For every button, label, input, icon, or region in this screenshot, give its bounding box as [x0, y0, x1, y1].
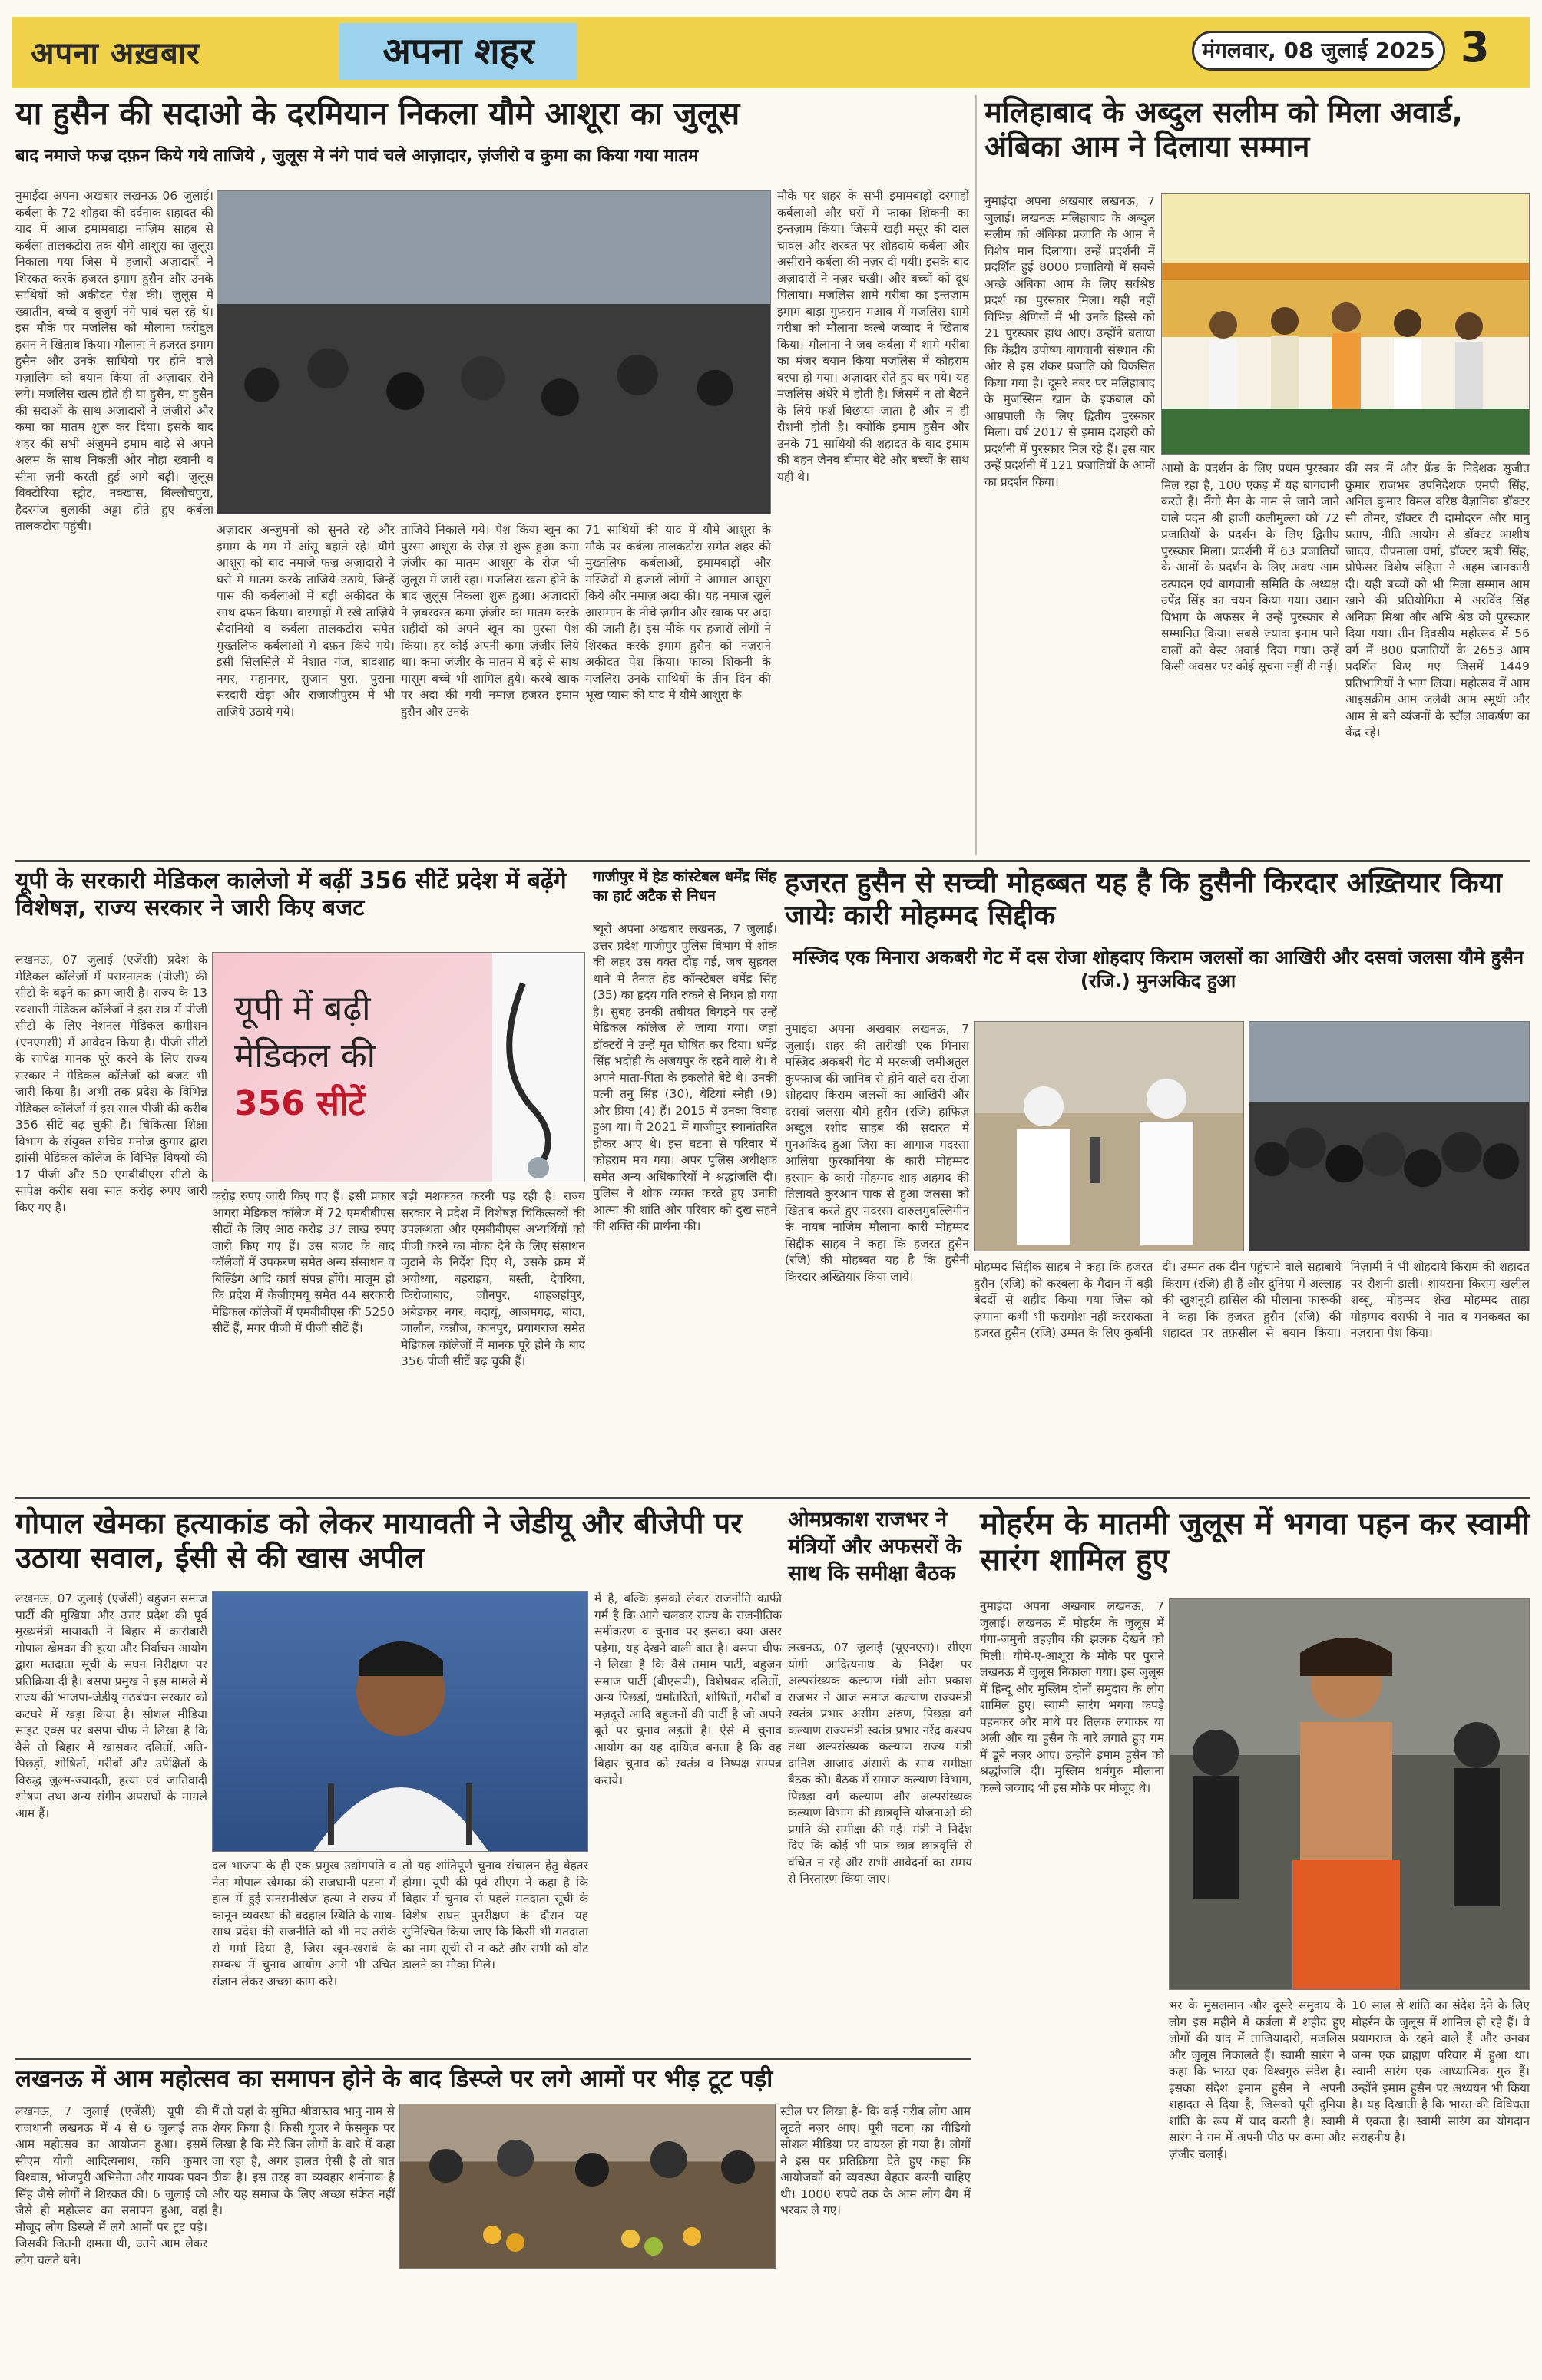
- ghazipur-headline: गाजीपुर में हेड कांस्टेबल धर्मेंद्र सिंह का हार्ट अटैक से निधन: [593, 868, 777, 904]
- section-divider-3: [15, 2058, 971, 2060]
- lead-body-col4: 71 साथियों की याद में यौमे आशूरा के मौके पर कर्बला तालकटोरा समेत शहर की मुख्तलिफ कर्बलाओं, इमामबाड़ों और मस्जिदों में हजारों लोगों ने आमाल आशूरा किये और नमाज़ अदा की। यह नमाज़ खुले आसमान के नीचे ज़मीन और खाक पर अदा की जाती है। इस मौके पर हजारों लोगों ने शिरकत करके इमाम हुसैन को नज़राने अकीदत पेश किया। फाका शिकनी के मजलिस उनके साथियों के तीन दिन की भूख प्यास की याद में यौमे आशूरा के: [585, 523, 771, 702]
- lead-headline: या हुसैन की सदाओ के दरमियान निकला यौमे आशूरा का जुलूस: [15, 95, 740, 132]
- jalsa-speakers-photo: [974, 1021, 1244, 1251]
- lead-body-col5: मौके पर शहर के सभी इमामबाड़ों दरगाहों कर्बलाओं और घरों में फाका शिकनी का इन्तज़ाम किया। जिसमें खड़ी मसूर की दाल चावल और शरबत पर शोहदाये कर्बला और असीराने कर्बला की नज़र दी गयी। इसके बाद अज़ादारों ने नज़र चखी। और बच्चों को दूध पिलाया। मजलिस शामे गरीबा का इन्तज़ाम इमाम बाड़ा गुफ़रान मआब में मजलिस शामे गरीबा को मौलाना कल्बे जव्वाद ने खिताब किया। मौलाना ने जब कर्बला में शामे गरीबा का मंज़र बयान किया मजलिस में कोहराम बरपा हो गया। अज़ादार रोते हुए घर गये। यह मजलिस अंधेरे में होती है। जिसमें न तो बैठने के लिये फर्श बिछाया जाता है और न ही रौशनी होती है। क्योंकि इमाम हुसैन और उनके 71 साथियों की शहादत के बाद इमाम की बहन जैनब बीमार बेटे और बच्चों के साथ यहीं थे।: [777, 189, 969, 484]
- speakers-illustration: [975, 1022, 1244, 1251]
- hussaini-body-col2: मोहम्मद सिद्दीक साहब ने कहा कि हजरत हुसैन (रजि) को करबला के मैदान में बड़ी बेदर्दी से शहीद किया गया जिस को ज़माना कभी भी फरामोश नहीं करसकता हजरत हुसैन (रजि) उम्मत के लिए कुर्बानी दी। उम्मत तक दीन पहुंचाने वाले सहाबाये किराम (रजि) ही हैं और दुनिया में अल्लाह की खुशनूदी हासिल की मौलाना फारूकी ने कहा कि हजरत हुसैन (रजि) की शहादत पर तफ़सील से बयान किया। निज़ामी ने भी शोहदाये किराम की शहादत पर रौशनी डाली। शायराना किराम खलील शब्बू, मोहम्मद शेख मोहम्मद ताहा मोहम्मद वसफी ने नात व मनकबत का नज़राना पेश किया।: [974, 1260, 1530, 1340]
- award-ceremony-photo: [1161, 193, 1530, 455]
- page-number: 3: [1461, 23, 1490, 71]
- mayawati-body-col1: लखनऊ, 07 जुलाई (एजेंसी) बहुजन समाज पार्टी की मुखिया और उत्तर प्रदेश की पूर्व मुख्यमंत्री मायावती ने बिहार में कारोबारी गोपाल खेमका की हत्या और निर्वाचन आयोग द्वारा मतदाता सूची के सघन निरीक्षण पर प्रतिक्रिया दी है। बसपा प्रमुख ने इस मामले में राज्य की भाजपा-जेडीयू गठबंधन सरकार को कटघरे में खड़ा किया है। सोशल मीडिया साइट एक्स पर बसपा चीफ ने लिखा है कि वैसे तो बिहार में खासकर दलितों, अति-पिछड़ों, शोषितों, गरीबों और उपेक्षितों के विरुद्ध ज़ुल्म-ज्यादती, हत्या एवं जातिवादी शोषण तथा अन्य संगीन अपराधों के मामले आम हैं।: [15, 1592, 207, 1820]
- rajbhar-body: लखनऊ, 07 जुलाई (यूएनएस)। सीएम योगी आदित्यनाथ के निर्देश पर अल्पसंख्यक कल्याण मंत्री ओम प्रकाश राजभर ने आज समाज कल्याण राज्यमंत्री स्वतंत्र प्रभार असीम अरुण, पिछड़ा वर्ग कल्याण राज्यमंत्री स्वतंत्र प्रभार नरेंद्र कश्यप तथा अल्पसंख्यक कल्याण राज्य मंत्री दानिश आजाद अंसारी के साथ समीक्षा बैठक की। बैठक में समाज कल्याण विभाग, पिछड़ा वर्ग कल्याण और अल्पसंख्यक कल्याण विभाग की छात्रवृत्ति योजनाओं की प्रगति की समीक्षा की गई। मंत्री ने निर्देश दिए कि कोई भी पात्र छात्र छात्रवृत्ति से वंचित न रहे और सभी आवेदनों का समय से निस्तारण किया जाए।: [788, 1641, 972, 1886]
- lead-body-col3: ताजिये निकाले गये। पेश किया खून का पुरसा आशूरा के रोज़ से शुरू हुआ कमा ज़ंजीर का मातम आशूरा के रोज़ भी जुलूस में जारी रहा। मजलिस खत्म होने के बाद जुलूस निकला शुरू हुआ। अज़ादारों ने ज़बरदस्त कमा ज़ंजीर का मातम करके शहीदों को अपने खून का पुरसा पेश किया। हर कोई अपनी कमा ज़ंजीर लिये था। कमा ज़ंजीर के मातम में बड़े से साथ मासूम बच्चे भी शामिल हुये। करबे खाक पर अदा की गयी नमाज़ हजरत इमाम हुसैन और उनके: [401, 523, 579, 719]
- swami-illustration: [1170, 1599, 1530, 1990]
- award-stage-illustration: [1162, 194, 1530, 455]
- medical-body-col1: लखनऊ, 07 जुलाई (एजेंसी) प्रदेश के मेडिकल कॉलेजों में परास्नातक (पीजी) की सीटों के बढ़ने का क्रम जारी है। राज्य के 13 स्वशासी मेडिकल कॉलेजों ने इस सत्र में पीजी सीटों के लिए नेशनल मेडिकल कमीशन (एनएमसी) में आवेदन किया है। पीजी सीटों के सापेक्ष मानक पूरे करने के लिए राज्य सरकार ने मेडिकल कॉलेजों को बजट भी जारी किया है। अभी तक प्रदेश के विभिन्न मेडिकल कॉलेजों में इस साल पीजी की करीब 356 सीटें बढ़ चुकी हैं। चिकित्सा शिक्षा विभाग के संयुक्त सचिव मनोज कुमार द्वारा झांसी मेडिकल कॉलेज के विभिन्न विषयों की 17 पीजी और 50 एमबीबीएस सीटों के सापेक्ष करीब सवा सात करोड़ रुपए जारी किए गए हैं।: [15, 953, 207, 1215]
- hussaini-headline: हजरत हुसैन से सच्ची मोहब्बत यह है कि हुसैनी किरदार अख़्तियार किया जायेः कारी मोहम्मद सिद्दीक: [785, 868, 1502, 932]
- swami-sarang-photo: [1169, 1598, 1530, 1990]
- graphic-line-2: मेडिकल की: [234, 1036, 376, 1076]
- mayawati-body-col3: तो यह शांतिपूर्ण चुनाव संचालन हेतु बेहतर होगा। यूपी की पूर्व सीएम ने कहा है कि बिहार में चुनाव से पहले मतदाता सूची के विशेष सघन पुनरीक्षण के दौरान यह सुनिश्चित किया जाए कि किसी भी मतदाता का नाम सूची से न कटे और सभी को वोट डालने का मौका मिले।: [402, 1859, 588, 1972]
- graphic-line-1: यूपी में बढ़ी: [234, 989, 371, 1028]
- saffron-headline: मोहर्रम के मातमी जुलूस में भगवा पहन कर स्वामी सारंग शामिल हुए: [980, 1506, 1530, 1578]
- lead-body-col1: नुमाईदा अपना अखबार लखनऊ 06 जुलाई। कर्बला के 72 शोहदा की दर्दनाक शहादत की याद में आज इमामबाड़ा नाज़िम साहब से कर्बला तालकटोरा तक यौमे आशूरा का जुलूस निकाला गया जिस में हजारों अज़ादारों ने शिरकत करके हजरत इमाम हुसैन और उनके साथियों को अकीदत पेश की। जुलूस में ख्वातीन, बच्चे व बुजुर्ग नंगे पावं चल रहे थे। इस मौके पर मजलिस को मौलाना फरीदुल हसन ने खिताब किया। मौलाना ने हजरत इमाम हुसैन और उनके साथियों पर होने वाले मज़ालिम को बयान किया तो अज़ादार रोने लगे। मजलिस खत्म होते ही या हुसैन, या हुसैन की सदाओं के साथ अज़ादारों ने ज़ंजीरों और कमा का मातम शुरू कर दिया। इसके बाद शहर की सभी अंजुमनें इमाम बाड़े से अपने अलम के साथ निकलीं और नौहा ख्वानी व सीना ज़नी करती हुई आगे बढ़ीं। जुलूस विक्टोरिया स्ट्रीट, नक्खास, बिल्लौचपुरा, हैदरगंज बुलाकी अड्डा होते हुए कर्बला तालकटोरा पहुंची।: [15, 189, 213, 533]
- mango-crowd-illustration: [400, 2104, 776, 2269]
- column-rule: [975, 95, 977, 855]
- lead-body-col2: अज़ादार अन्जुमनों को सुनते रहे और इमाम के गम में आंसू बहाते रहे। यौमे आशूरा को बाद नमाजे फज्र अज़ादारों ने घरो में मातम करके ताजिये उठाये, जिन्हें पास की कर्बलाओं में बड़ी अकीदत के साथ दफन किया। बारगाहों में रखे ताज़िये सैदानियों व कर्बला तालकटोरा समेत मुख्तलिफ कर्बलाओं में दफ़न किये गये। इसी सिलसिले में नेशात गंज, बादशाह नगर, महानगर, सुजान पुरा, पुराना सरदारी खेड़ा और राजाजीपुरम में भी ताज़िये उठाये गये।: [217, 523, 395, 719]
- mayawati-press-photo: [212, 1591, 588, 1852]
- award-body-col2: आमों के प्रदर्शन के लिए प्रथम पुरस्कार मिल रहा है, 100 एकड़ में यह बागवानी करते हैं। मैंगो मैन के नाम से जाने जाने वाले पदम श्री हाजी कलीमुल्ला को 72 प्रजातियों के प्रदर्शन के लिए द्वितीय पुरस्कार मिला। प्रदर्शनी में 63 प्रजातियों के आमों के प्रदर्शन के लिए अवध आम उत्पादन एवं बागवानी समिति के अध्यक्ष उपेंद्र सिंह का चयन किया गया। उद्यान विभाग के अफसर ने उन्हें पुरस्कार से सम्मानित किया। सबसे ज्यादा इनाम पाने वालों को बेस्ट अवार्ड दिया गया। उन्हें किसी अवसर पर कोई सूचना नहीं दी गई।: [1161, 461, 1339, 673]
- doctor-stethoscope-icon: [462, 953, 584, 1182]
- medical-headline: यूपी के सरकारी मेडिकल कालेजो में बढ़ीं 356 सीटें प्रदेश में बढ़ेंगे विशेषज्ञ, राज्य सरकार ने जारी किए बजट: [15, 868, 567, 922]
- saffron-body-col3: 10 साल से शांति का संदेश देने के लिए मोहर्रम के जुलूस में शामिल हो रहे हैं। वे प्रयागराज के रहने वाले हैं और उनका जन्म एक ब्राह्मण परिवार में हुआ था। स्वामी सारंग एक आध्यात्मिक गुरु हैं। उन्होंने इमाम हुसैन पर अध्ययन भी किया है। यह दिखाती है कि भारत की विविधता में एकता है। स्वामी सारंग का योगदान सराहनीय है।: [1352, 1998, 1530, 2144]
- saffron-body-col1: नुमाइंदा अपना अखबार लखनऊ, 7 जुलाई। लखनऊ में मोहर्रम के जुलूस में गंगा-जमुनी तहज़ीब की झलक देखने को मिली। यौमे-ए-आशूरा के मौके पर पुराने लखनऊ में जुलूस निकाला गया। इस जुलूस में हिन्दू और मुस्लिम दोनों समुदाय के लोग शामिल हुए। स्वामी सारंग भगवा कपड़े पहनकर और माथे पर तिलक लगाकर या अली और या हुसैन के नारे लगाते हुए गम में डूबे नज़र आए। उन्होंने इमाम हुसैन को श्रद्धांजलि दी। मुस्लिम धर्मगुरु मौलाना कल्बे जव्वाद भी इस मौके पर मौजूद थे।: [980, 1599, 1164, 1795]
- mayawati-body-col4: में है, बल्कि इसको लेकर राजनीति काफी गर्म है कि आगे चलकर राज्य के राजनीतिक समीकरण व चुनाव पर इसका क्या असर पड़ेगा, यह देखने वाली बात है। बसपा चीफ ने लिखा है कि वैसे तमाम पार्टी, बहुजन समाज पार्टी (बीएसपी), विशेषकर दलितों, अन्य पिछड़ों, धर्मांतरितों, शोषितों, गरीबों व मज़दूरों आदि बहुजनों की पार्टी है जो अपने बूते पर चुनाव लड़ती है। ऐसे में चुनाव आयोग का यह दायित्व बनता है कि वह बिहार चुनाव को स्वतंत्र व निष्पक्ष सम्पन्न कराये।: [594, 1592, 782, 1787]
- section-divider-2: [15, 1497, 1530, 1499]
- award-body-col3: की सत्र में और फ्रेंड के निदेशक सुजीत कुमार राजभर उपनिदेशक एमपी सिंह, अनिल कुमार विमल वरिष्ठ वैज्ञानिक डॉक्टर सी तोमर, डॉक्टर टी दामोदरन और मानु प्रताप, नीति आयोग से डॉक्टर आशीष जादव, दीपमाला वर्मा, डॉक्टर ऋषी सिंह, प्रोफेसर विशेष संहिता ने अहम जानकारी दी। यही बच्चों को भी मिला सम्मान आम खाने की प्रतियोगिता में अरविंद सिंह अनिका मिश्रा और अभि श्रेष्ठ को पुरस्कार दिया गया। तीन दिवसीय महोत्सव में 56 वर्ग में 800 प्रजातियों के 2653 आम प्रदर्शित किए गए जिसमें 1449 प्रतिभागियों ने भाग लिया। महोत्सव में आम आइसक्रीम आम जलेबी आम स्मूथी और आम से बने व्यंजनों के स्टॉल आकर्षण का केंद्र रहे।: [1345, 461, 1530, 739]
- ghazipur-body: ब्यूरो अपना अखबार लखनऊ, 7 जुलाई। उत्तर प्रदेश गाजीपुर पुलिस विभाग में शोक की लहर उस वक्त दौड़ गई, जब सुहवल थाने में तैनात हेड कॉन्स्टेबल धर्मेंद्र सिंह (35) का हृदय गति रुकने से निधन हो गया है। सुबह उनकी तबीयत बिगड़ने पर उन्हें मेडिकल कॉलेज ले जाया गया। जहां डॉक्टरों ने उन्हें मृत घोषित कर दिया। धर्मेंद्र सिंह भदोही के अजयपुर के रहने वाले थे। वे अपने माता-पिता के इकलौते बेटे थे। उनकी पत्नी तनु सिंह (30), बेटियां स्नेही (9) और प्रिया (4) हैं। 2015 में उनका विवाह हुआ था। वे 2021 में गाजीपुर स्थानांतरित होकर आए थे। इस घटना से परिवार में कोहराम मच गया। अपर पुलिस अधीक्षक समेत अन्य अधिकारियों ने श्रद्धांजलि दी। पुलिस ने शोक व्यक्त करते हुए उनकी आत्मा की शांति और परिवार को दुख सहने की शक्ति की प्रार्थना की।: [593, 922, 777, 1233]
- hussaini-body-col1: नुमाइंदा अपना अखबार लखनऊ, 7 जुलाई। शहर की तारीखी एक मिनारा मस्जिद अकबरी गेट में मरकजी जमीअतुल कुफ्फाज़ की जानिब से होने वाले दस रोज़ा शोहदाए किराम जलसों का आखिरी और दसवां जलसा यौमे हुसैन (रजि) हाफिज़ अब्दुल रशीद साहब की सदारत में मुनअकिद हुआ जिस का आगाज़ मदरसा आलिया फुरकानिया के कारी मोहम्मद हस्सान के कारी मोहम्मद शाह अहमद की तिलावते कुरआन पाक से हुआ जलसा को खिताब करते हुए मदरसा दारुलमुबल्लिगीन के नायब नाज़िम मौलाना कारी मोहम्मद सिद्दीक साहब ने कहा कि हजरत हुसैन (रजि) की मोहब्बत यह है कि हुसैनी किरदार अख्तियार किया जाये।: [785, 1022, 969, 1284]
- mango-headline: लखनऊ में आम महोत्सव का समापन होने के बाद डिस्प्ले पर लगे आमों पर भीड़ टूट पड़ी: [15, 2065, 773, 2093]
- lead-subhead: बाद नमाजे फज्र दफ़न किये गये ताजिये , जुलूस मे नंगे पावं चले आज़ादार, ज़ंजीरो व कुमा का किया गया मातम: [15, 147, 699, 166]
- medical-body-col3: बढ़ी मशक्कत करनी पड़ रही है। राज्य सरकार ने प्रदेश में विशेषज्ञ चिकित्सकों की उपलब्धता और एमबीबीएस अभ्यर्थियों को पीजी करने का मौका देने के लिए संसाधन जुटाने के निर्देश दिए थे, उसके क्रम में अयोध्या, बहराइच, बस्ती, देवरिया, फिरोजाबाद, जौनपुर, शाहजहांपुर, अंबेडकर नगर, बदायूं, आजमगढ़, बांदा, जालौन, कन्नौज, कानपुर, प्रयागराज समेत मेडिकल कॉलेजों में मानक पूरे होने के बाद 356 पीजी सीटें बढ़ चुकी हैं।: [401, 1189, 585, 1368]
- mayawati-portrait: [213, 1592, 588, 1852]
- publication-name: अपना अख़बार: [31, 36, 200, 71]
- issue-date: मंगलवार, 08 जुलाई 2025: [1192, 31, 1445, 71]
- jalsa-crowd-photo: [1249, 1021, 1530, 1251]
- award-headline: मलिहाबाद के अब्दुल सलीम को मिला अवार्ड, अंबिका आम ने दिलाया सम्मान: [984, 95, 1463, 164]
- mayawati-body-col2: दल भाजपा के ही एक प्रमुख उद्योगपति व नेता गोपाल खेमका की राजधानी पटना में हाल में हुई सनसनीखेज हत्या ने राज्य में कानून व्यवस्था की बदहाल स्थिति के साथ-साथ प्रदेश की राजनीति को भी नए तरीके से गर्मा दिया है, जिस खून-खराबे के सम्बन्ध में चुनाव आयोग आगे भी उचित संज्ञान लेकर अच्छा काम करे।: [212, 1859, 396, 1988]
- saffron-body-col2: भर के मुसलमान और दूसरे समुदाय के लोग इस महीने में कर्बला में शहीद हुए लोगों की याद में ताजियादारी, मजलिस और जुलूस निकालते हैं। स्वामी सारंग ने कहा कि भारत एक विश्वगुरु संदेश है। इसका संदेश इमाम हुसैन ने अपनी शहादत से दिया है, जिसको पूरी दुनिया शांति के रूप में याद करती है। स्वामी सारंग ने गम में अपनी पीठ पर कमा और ज़ंजीर चलाई।: [1169, 1998, 1345, 2161]
- section-title: अपना शहर: [339, 23, 577, 80]
- mayawati-headline: गोपाल खेमका हत्याकांड को लेकर मायावती ने जेडीयू और बीजेपी पर उठाया सवाल, ईसी से की खास अपील: [15, 1506, 743, 1575]
- mango-body-col2: मैं तो यहां के सुमित श्रीवास्तव भानु नाम से शेयर किया है। किसी यूजर ने फेसबुक पर लिखा है कि मेरे जिन लोगों के बारे में कहा जा रहा है, अगर हालत ऐसी है तो बात ठीक है। इस तरह का व्यवहार शर्मनाक है और यह समाज के लिए अच्छा संकेत नहीं है।: [212, 2104, 395, 2217]
- hussaini-subhead: मस्जिद एक मिनारा अकबरी गेट में दस रोजा शोहदाए किराम जलसों का आखिरी और दसवां जलसा यौमे हुसैन (रजि.) मुनअकिद हुआ: [792, 947, 1524, 993]
- section-divider: [15, 860, 1530, 862]
- mango-body-col3: स्टील पर लिखा है- कि कई गरीब लोग आम लूटते नज़र आए। पूरी घटना का वीडियो सोशल मीडिया पर वायरल हो गया है। लोगों ने इस पर प्रतिक्रिया देते हुए कहा कि आयोजकों को व्यवस्था बेहतर करनी चाहिए थी। 1000 रुपये तक के आम लोग बैग में भरकर ले गए।: [780, 2104, 971, 2217]
- mango-body-col1: लखनऊ, 7 जुलाई (एजेंसी) यूपी की राजधानी लखनऊ में 4 से 6 जुलाई तक आम महोत्सव का आयोजन हुआ। इसमें सीएम योगी आदित्यनाथ, कवि कुमार विश्वास, भोजपुरी अभिनेता और गायक पवन सिंह जैसे लोगों ने शिरकत की। 6 जुलाई को जैसे ही महोत्सव का समापन हुआ, वहां मौजूद लोग डिस्प्ले में लगे आमों पर टूट पड़े। जिसकी जितनी क्षमता थी, उतने आम लेकर लोग चलते बने।: [15, 2104, 207, 2267]
- award-body-col1: नुमाइंदा अपना अखबार लखनऊ, 7 जुलाई। लखनऊ मलिहाबाद के अब्दुल सलीम को अंबिका प्रजाति के आम ने विशेष मान दिलाया। उन्हें प्रदर्शनी में प्रदर्शित हुई 8000 प्रजातियों में सबसे अच्छे अंबिका आम के लिए सर्वश्रेष्ठ प्रदर्श का पुरस्कार मिला। यही नहीं विभिन्न श्रेणियों में भी उनके हिस्से को 21 पुरस्कार हाथ आए। उन्होंने बताया कि केंद्रीय उपोष्ण बागवानी संस्थान की ओर से इस शंकर प्रजाति को विकसित किया गया है। दूसरे नंबर पर मलिहाबाद के मुजस्सिम खान के इकबाल को आम्रपाली के लिए द्वितीय पुरस्कार मिला। वर्ष 2017 से इमाम दशहरी को प्रदर्शनी में पुरस्कार मिल रहे हैं। इस बार उन्हें प्रदर्शनी में 121 प्रजातियों के आमों का प्रदर्शन किया।: [984, 194, 1155, 489]
- medical-body-col2: करोड़ रुपए जारी किए गए हैं। इसी प्रकार आगरा मेडिकल कॉलेज में 72 एमबीबीएस सीटों के लिए आठ करोड़ 37 लाख रुपए जारी किए गए हैं। उस बजट के बाद कॉलेजों में उपकरण समेत अन्य संसाधन व बिल्डिंग आदि कार्य संपन्न होंगे। मालूम हो कि प्रदेश में केजीएमयू समेत 44 सरकारी मेडिकल कॉलेजों में एमबीबीएस की 5250 सीटें हैं, मगर पीजी में पीजी सीटें हैं।: [212, 1189, 395, 1335]
- rajbhar-headline: ओमप्रकाश राजभर ने मंत्रियों और अफसरों के साथ कि समीक्षा बैठक: [788, 1508, 962, 1586]
- graphic-line-3: 356 सीटें: [234, 1084, 366, 1123]
- medical-seats-graphic: [212, 952, 585, 1182]
- ashura-procession-photo: [217, 190, 771, 514]
- mango-crowd-photo: [399, 2104, 776, 2269]
